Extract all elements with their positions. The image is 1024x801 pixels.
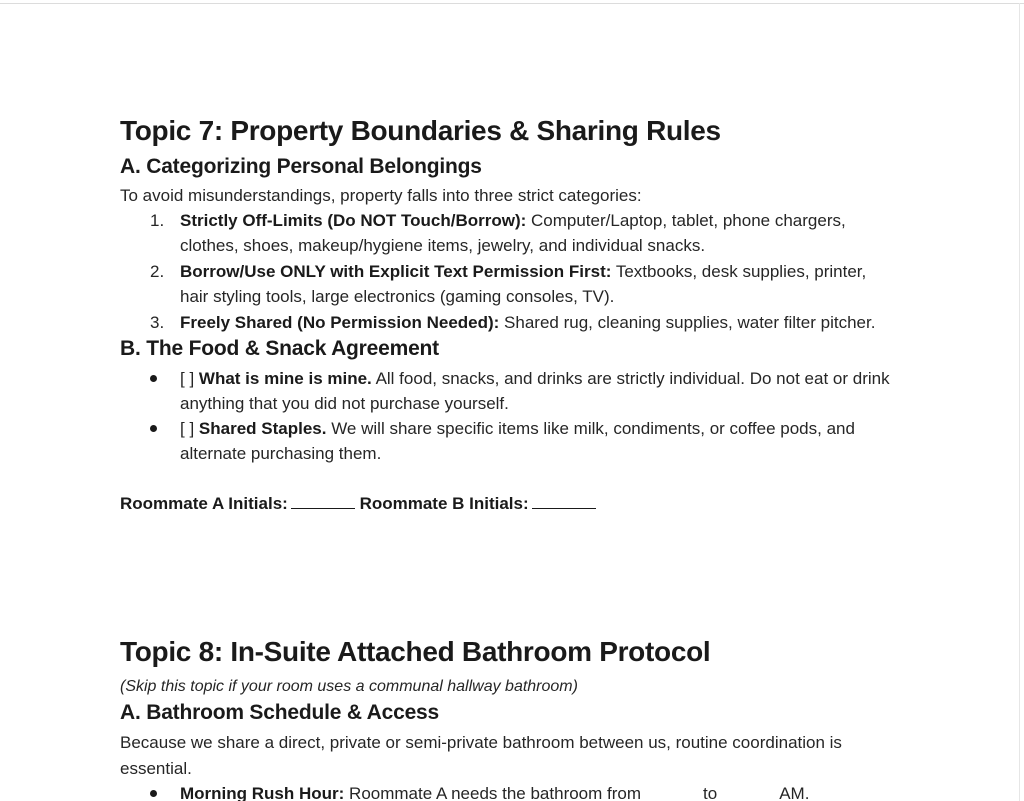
option-text: All food, snacks, and drinks are strictly individual. Do not eat or drink anything that you did not purchase yourself. (180, 369, 890, 413)
topic7-section-a-heading: A. Categorizing Personal Belongings (120, 155, 482, 178)
list-item (120, 366, 890, 416)
time-to-word: to (703, 784, 718, 801)
list-item (120, 208, 890, 258)
option-text: We will share specific items like milk, condiments, or coffee pods, and alternate purchasing them. (180, 419, 855, 463)
roommate-a-initials-label: Roommate A Initials: (120, 494, 288, 513)
bullet-icon (150, 790, 157, 797)
list-item-label: Freely Shared (No Permission Needed): (180, 313, 500, 332)
list-item (120, 259, 890, 309)
list-item-text: Textbooks, desk supplies, printer, hair styling tools, large electronics (gaming consoles, TV). (180, 262, 867, 306)
bullet-text: Roommate A needs the bathroom from (344, 784, 642, 801)
list-item (120, 781, 890, 801)
topic7-section-b-heading: B. The Food & Snack Agreement (120, 337, 439, 360)
page-right-border (1019, 3, 1020, 801)
bullet-icon (150, 375, 157, 382)
roommate-b-initials-label: Roommate B Initials: (359, 494, 529, 513)
list-item-text: Shared rug, cleaning supplies, water filter pitcher. (499, 313, 876, 332)
option-label: What is mine is mine. (198, 369, 372, 388)
checkbox-placeholder: [ ] (180, 369, 195, 388)
roommate-b-initials-blank (532, 494, 596, 509)
initials-line (120, 494, 596, 514)
topic7-title: Topic 7: Property Boundaries & Sharing Rules (120, 115, 721, 146)
topic8-section-a-heading: A. Bathroom Schedule & Access (120, 701, 440, 724)
option-label: Shared Staples. (198, 419, 327, 438)
list-number: 2. (150, 262, 165, 281)
list-item-label: Borrow/Use ONLY with Explicit Text Permission First: (180, 262, 612, 281)
topic8-section-a-intro: Because we share a direct, private or semi-private bathroom between us, routine coordination is essential. (120, 733, 842, 778)
topic8-note: (Skip this topic if your room uses a communal hallway bathroom) (120, 678, 578, 695)
list-number: 1. (150, 211, 165, 230)
topic7-section-a-intro: To avoid misunderstandings, property falls into three strict categories: (120, 186, 642, 205)
bullet-label: Morning Rush Hour: (180, 784, 345, 801)
page-top-border (0, 3, 1024, 4)
list-item-label: Strictly Off-Limits (Do NOT Touch/Borrow): (180, 211, 527, 230)
list-number: 3. (150, 313, 165, 332)
roommate-a-initials-blank (291, 494, 355, 509)
list-item (120, 416, 890, 466)
bullet-icon (150, 425, 157, 432)
time-suffix: AM. (779, 784, 810, 801)
topic8-title: Topic 8: In-Suite Attached Bathroom Protocol (120, 636, 711, 667)
checkbox-placeholder: [ ] (180, 419, 195, 438)
list-item-text: Computer/Laptop, tablet, phone chargers, clothes, shoes, makeup/hygiene items, jewelry, and individual snacks. (180, 211, 846, 255)
list-item (120, 310, 890, 335)
